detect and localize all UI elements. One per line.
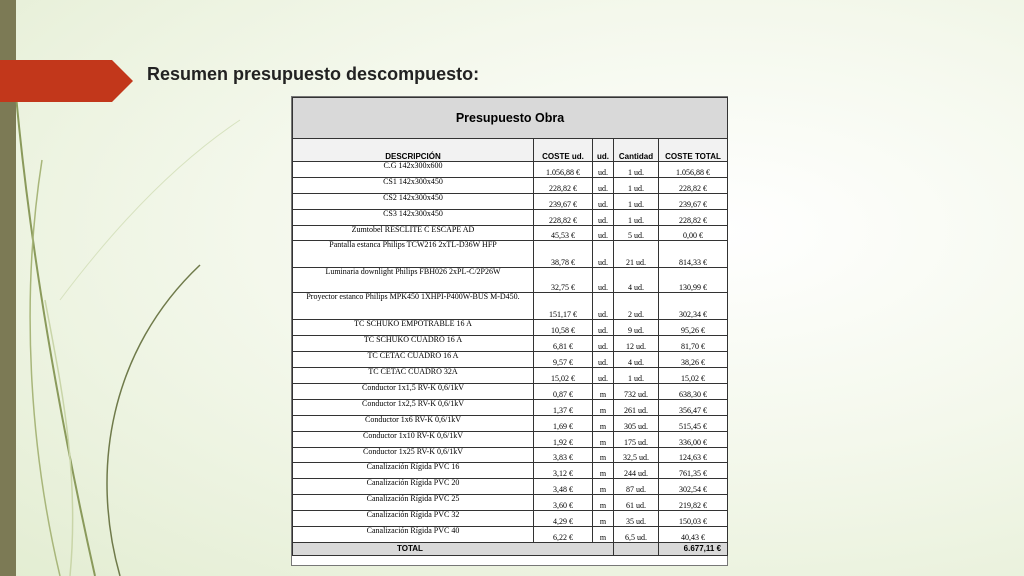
cell-coste-total: 302,34 € [659,293,728,320]
cell-coste-ud: 32,75 € [534,268,593,293]
table-title-row [293,98,728,139]
cell-descripcion: Conductor 1x6 RV-K 0,6/1kV [293,415,534,431]
table-row [293,320,728,336]
cell-coste-ud: 45,53 € [534,225,593,241]
cell-coste-ud: 3,12 € [534,463,593,479]
cell-descripcion: CS1 142x300x450 [293,177,534,193]
cell-ud: ud. [593,162,614,178]
cell-coste-total: 150,03 € [659,511,728,527]
table-row [293,384,728,400]
slide-title: Resumen presupuesto descompuesto: [147,64,480,84]
header-coste-total: COSTE TOTAL [659,139,728,162]
cell-ud: ud. [593,241,614,268]
total-value: 6.677,11 € [659,542,728,555]
cell-coste-total: 228,82 € [659,209,728,225]
table-title: Presupuesto Obra [293,98,728,139]
cell-coste-total: 336,00 € [659,431,728,447]
cell-cantidad: 4 ud. [614,268,659,293]
cell-cantidad: 6,5 ud. [614,527,659,543]
cell-descripcion: C.G 142x300x600 [293,162,534,178]
total-row [293,542,728,555]
cell-cantidad: 244 ud. [614,463,659,479]
cell-cantidad: 9 ud. [614,320,659,336]
cell-coste-total: 81,70 € [659,336,728,352]
cell-coste-ud: 38,78 € [534,241,593,268]
total-label: TOTAL [293,542,614,555]
table-row [293,495,728,511]
cell-coste-ud: 15,02 € [534,368,593,384]
cell-descripcion: TC CETAC CUADRO 32A [293,368,534,384]
cell-ud: m [593,415,614,431]
cell-coste-ud: 0,87 € [534,384,593,400]
table-row [293,479,728,495]
cell-coste-total: 15,02 € [659,368,728,384]
cell-coste-ud: 6,81 € [534,336,593,352]
cell-coste-ud: 3,83 € [534,447,593,463]
cell-ud: ud. [593,209,614,225]
cell-descripcion: Canalización Rígida PVC 20 [293,479,534,495]
table-row [293,293,728,320]
table-row [293,527,728,543]
table-row [293,225,728,241]
cell-ud: m [593,495,614,511]
title-arrow-shape [0,60,133,102]
cell-ud: ud. [593,368,614,384]
cell-descripcion: TC SCHUKO CUADRO 16 A [293,336,534,352]
table-row [293,431,728,447]
cell-ud: ud. [593,293,614,320]
cell-ud: ud. [593,320,614,336]
cell-descripcion: Canalización Rígida PVC 40 [293,527,534,543]
cell-coste-total: 219,82 € [659,495,728,511]
cell-ud: ud. [593,336,614,352]
cell-cantidad: 1 ud. [614,177,659,193]
cell-coste-ud: 4,29 € [534,511,593,527]
cell-descripcion: Pantalla estanca Philips TCW216 2xTL-D36W HFP [293,241,534,268]
cell-ud: ud. [593,268,614,293]
cell-coste-ud: 9,57 € [534,352,593,368]
cell-descripcion: CS3 142x300x450 [293,209,534,225]
cell-coste-ud: 10,58 € [534,320,593,336]
cell-coste-ud: 1,92 € [534,431,593,447]
cell-coste-total: 40,43 € [659,527,728,543]
cell-cantidad: 1 ud. [614,193,659,209]
table-row [293,368,728,384]
cell-descripcion: Proyector estanco Philips MPK450 1XHPI-P400W-BUS M-D450. [293,293,534,320]
cell-coste-total: 761,35 € [659,463,728,479]
cell-coste-total: 228,82 € [659,177,728,193]
cell-cantidad: 35 ud. [614,511,659,527]
cell-descripcion: Canalización Rígida PVC 25 [293,495,534,511]
cell-coste-ud: 3,48 € [534,479,593,495]
cell-coste-ud: 6,22 € [534,527,593,543]
cell-descripcion: Conductor 1x10 RV-K 0,6/1kV [293,431,534,447]
cell-descripcion: Zumtobel RESCLITE C ESCAPE AD [293,225,534,241]
cell-cantidad: 732 ud. [614,384,659,400]
cell-coste-total: 38,26 € [659,352,728,368]
cell-ud: m [593,399,614,415]
cell-coste-ud: 1,37 € [534,399,593,415]
table-row [293,268,728,293]
cell-descripcion: CS2 142x300x450 [293,193,534,209]
cell-ud: ud. [593,225,614,241]
cell-ud: m [593,511,614,527]
cell-coste-total: 0,00 € [659,225,728,241]
cell-ud: m [593,447,614,463]
cell-cantidad: 305 ud. [614,415,659,431]
table-row [293,399,728,415]
cell-coste-total: 515,45 € [659,415,728,431]
cell-coste-ud: 239,67 € [534,193,593,209]
table-row [293,336,728,352]
total-spacer [614,542,659,555]
cell-coste-total: 356,47 € [659,399,728,415]
cell-coste-ud: 1.056,88 € [534,162,593,178]
cell-coste-ud: 151,17 € [534,293,593,320]
cell-ud: ud. [593,177,614,193]
cell-ud: m [593,431,614,447]
cell-descripcion: Conductor 1x2,5 RV-K 0,6/1kV [293,399,534,415]
cell-coste-ud: 3,60 € [534,495,593,511]
cell-cantidad: 261 ud. [614,399,659,415]
cell-coste-total: 95,26 € [659,320,728,336]
cell-ud: ud. [593,193,614,209]
cell-cantidad: 175 ud. [614,431,659,447]
table-header-row [293,139,728,162]
cell-coste-total: 638,30 € [659,384,728,400]
cell-descripcion: Canalización Rígida PVC 16 [293,463,534,479]
cell-cantidad: 1 ud. [614,162,659,178]
cell-descripcion: Conductor 1x1,5 RV-K 0,6/1kV [293,384,534,400]
table-body [293,162,728,543]
budget-table [292,97,728,556]
cell-coste-total: 239,67 € [659,193,728,209]
cell-ud: m [593,384,614,400]
cell-ud: ud. [593,352,614,368]
cell-cantidad: 1 ud. [614,209,659,225]
cell-cantidad: 32,5 ud. [614,447,659,463]
cell-cantidad: 61 ud. [614,495,659,511]
cell-cantidad: 12 ud. [614,336,659,352]
cell-cantidad: 4 ud. [614,352,659,368]
cell-cantidad: 5 ud. [614,225,659,241]
cell-descripcion: Luminaria downlight Philips FBH026 2xPL-C/2P26W [293,268,534,293]
cell-descripcion: Conductor 1x25 RV-K 0,6/1kV [293,447,534,463]
cell-coste-ud: 228,82 € [534,177,593,193]
cell-cantidad: 2 ud. [614,293,659,320]
table-row [293,177,728,193]
cell-descripcion: TC CETAC CUADRO 16 A [293,352,534,368]
budget-document [291,96,728,566]
table-row [293,447,728,463]
cell-descripcion: Canalización Rígida PVC 32 [293,511,534,527]
cell-coste-total: 130,99 € [659,268,728,293]
table-row [293,162,728,178]
table-row [293,209,728,225]
cell-ud: m [593,463,614,479]
cell-coste-total: 1.056,88 € [659,162,728,178]
cell-coste-total: 814,33 € [659,241,728,268]
cell-cantidad: 87 ud. [614,479,659,495]
cell-coste-ud: 228,82 € [534,209,593,225]
table-row [293,352,728,368]
header-ud: ud. [593,139,614,162]
table-row [293,463,728,479]
header-coste-ud: COSTE ud. [534,139,593,162]
cell-descripcion: TC SCHUKO EMPOTRABLE 16 A [293,320,534,336]
header-descripcion: DESCRIPCIÓN [293,139,534,162]
cell-ud: m [593,479,614,495]
cell-coste-ud: 1,69 € [534,415,593,431]
table-row [293,511,728,527]
table-row [293,241,728,268]
cell-coste-total: 302,54 € [659,479,728,495]
cell-coste-total: 124,63 € [659,447,728,463]
cell-ud: m [593,527,614,543]
table-row [293,193,728,209]
header-cantidad: Cantidad [614,139,659,162]
cell-cantidad: 21 ud. [614,241,659,268]
cell-cantidad: 1 ud. [614,368,659,384]
table-row [293,415,728,431]
